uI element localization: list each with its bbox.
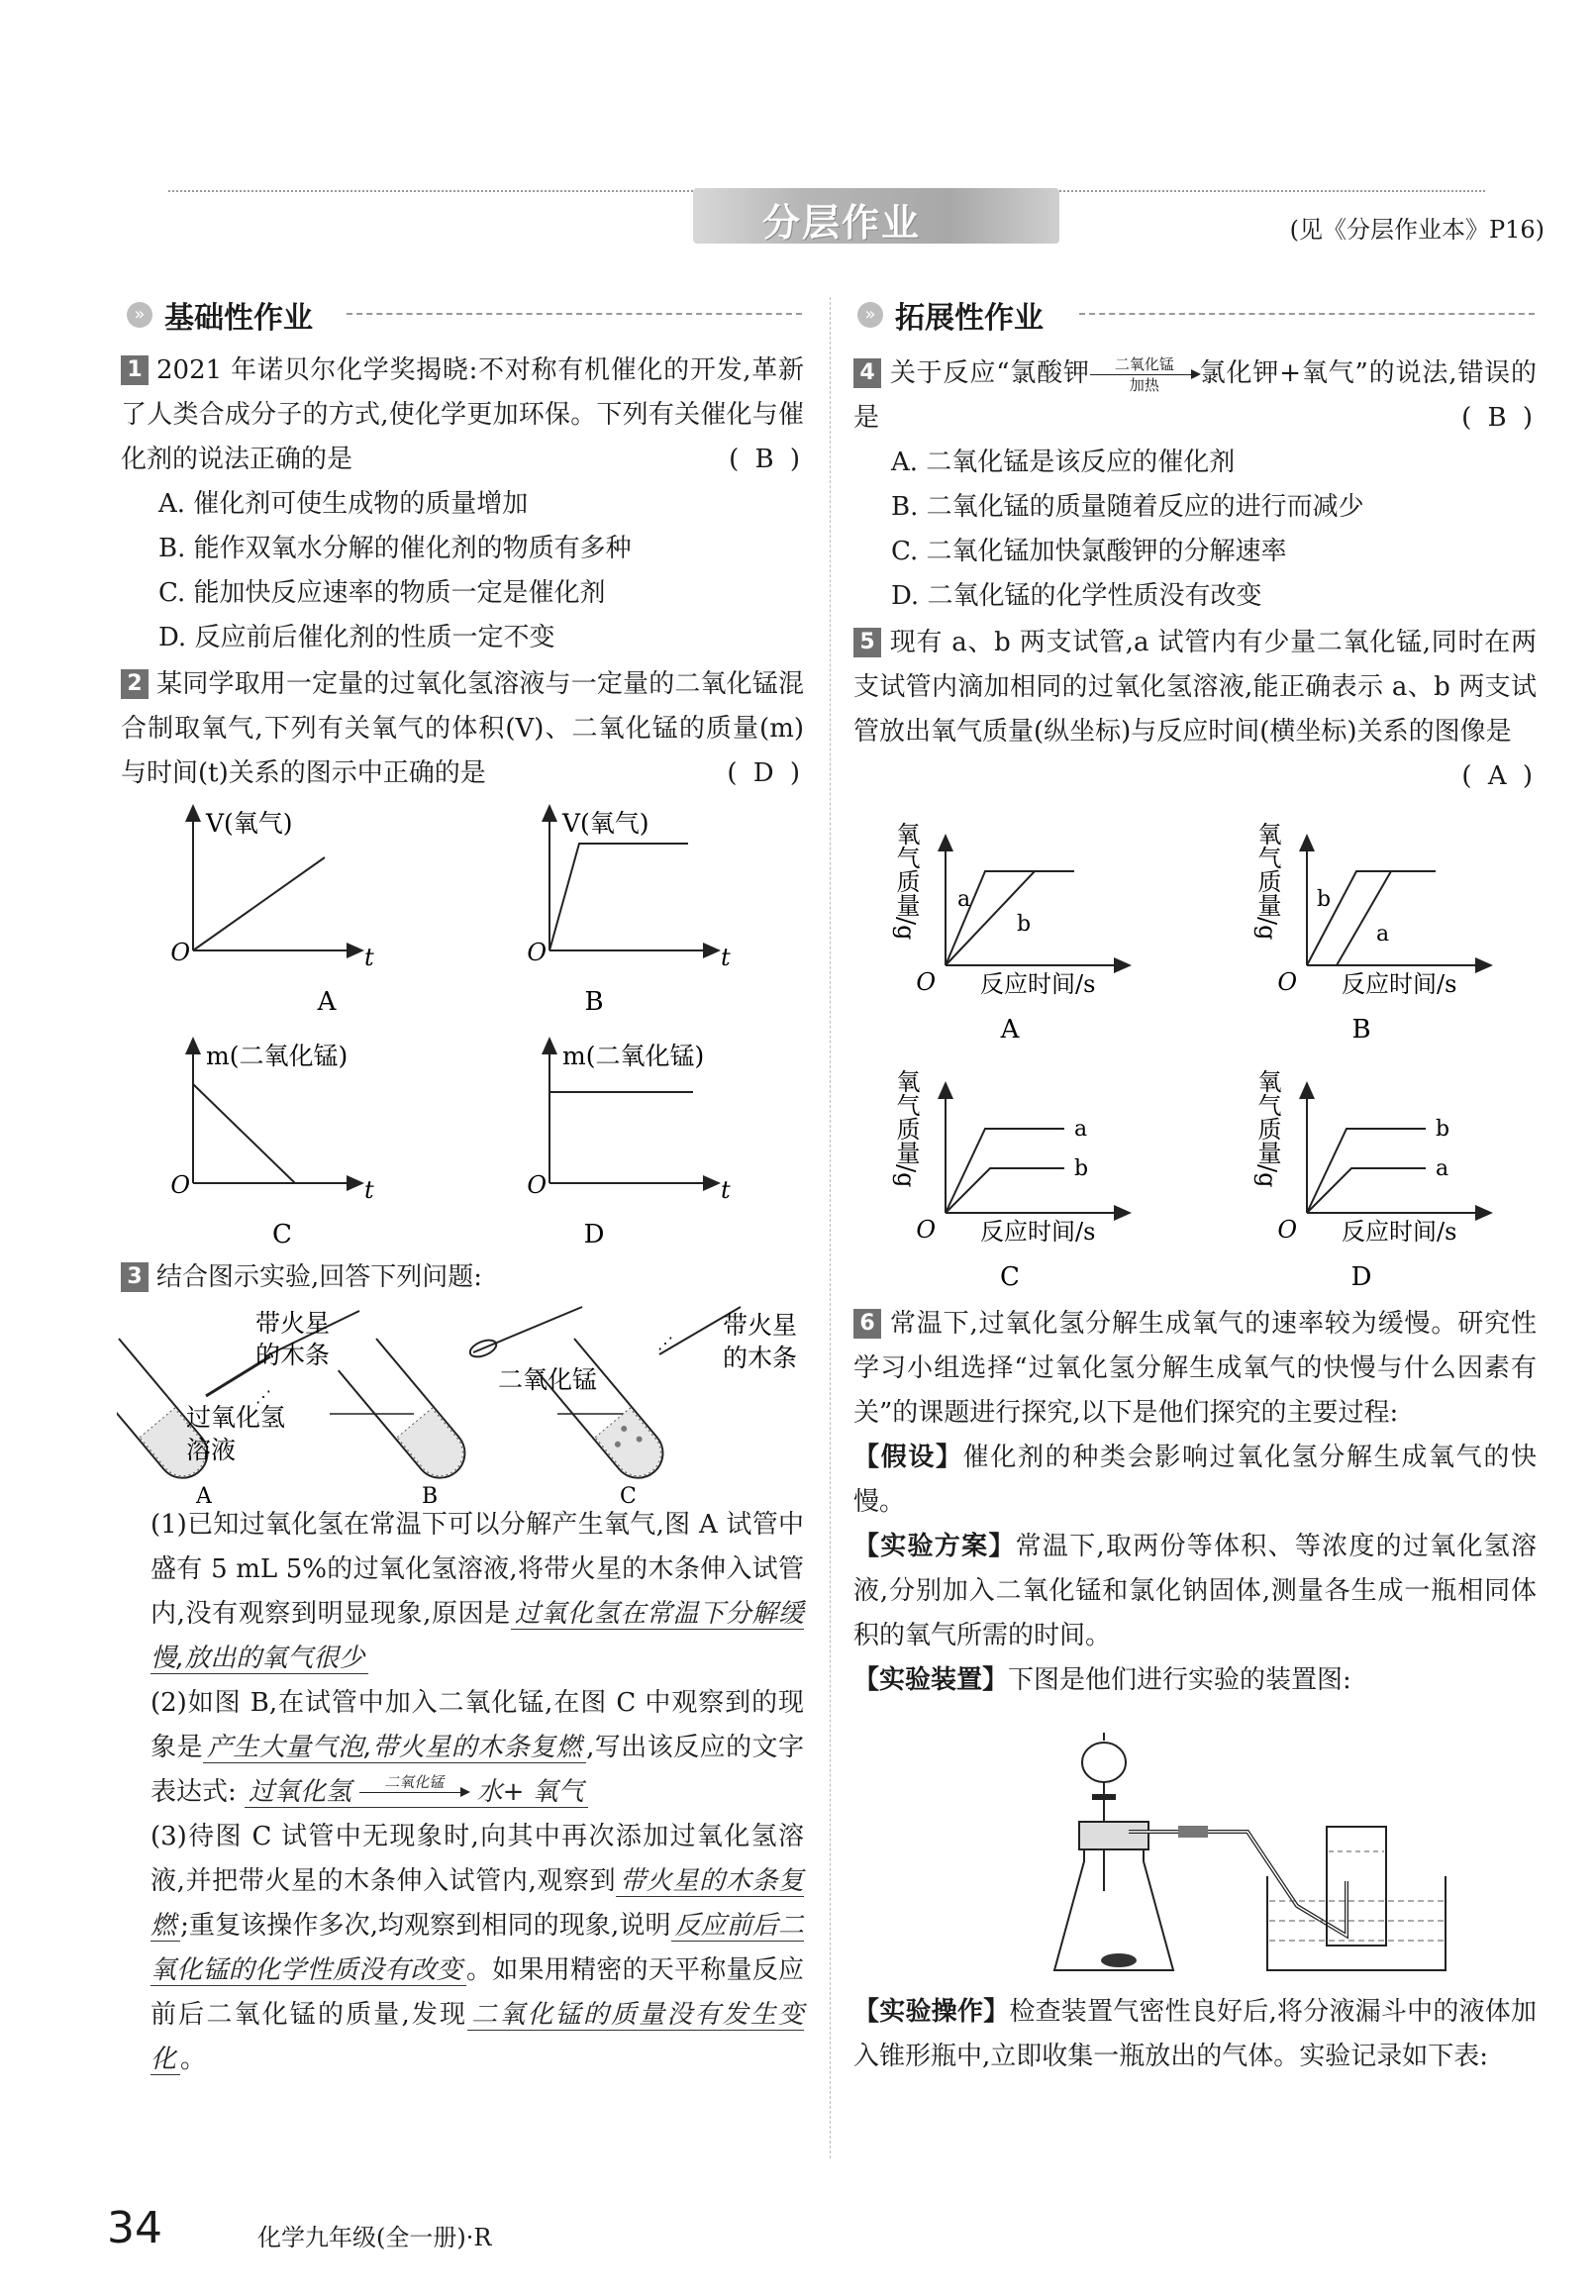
q4-answer: ( B ) [1461,403,1537,433]
q1-option-a: A. 催化剂可使生成物的质量增加 [158,489,529,519]
q3-a-label2: 的木条 [255,1341,331,1369]
q3-sub3-text1: (3)待图 C 试管中无现象时,向其中再次添加过氧化氢溶液,并把带火星的木条伸入试管内,观察到 [150,1822,804,1896]
q3-number: 3 [121,1262,149,1292]
q2-b-xlabel: t [721,944,731,971]
section-basic-heading [127,293,313,337]
q5-b-xlabel: 反应时间/s [1342,970,1457,998]
q2-graph-c [170,1042,374,1249]
q6-device [853,1658,1537,1703]
q6-number: 6 [853,1309,881,1339]
svg-text:⋰: ⋰ [657,1334,673,1352]
q6-plan [853,1525,1537,1658]
tube-c [537,1307,797,1505]
q2-stem-text: 某同学取用一定量的过氧化氢溶液与一定量的二氧化锰混合制取氧气,下列有关氧气的体积(V)、二氧化锰的质量(m)与时间(t)关系的图示中正确的是 [121,669,804,788]
q5-a-curve1: a [957,887,971,912]
q3-sub2-text2: ,写出该反应的文字表达式: [150,1733,804,1807]
q6-hypothesis-tag: 【假设】 [853,1443,963,1472]
q6-operation-tag: 【实验操作】 [853,1997,1010,2027]
q2-graph-d [527,1042,731,1249]
q5-a-label: A [1000,1015,1020,1045]
q3-sub3-end: 。 [180,2045,207,2074]
q5-c-curve1: a [1074,1117,1088,1142]
q3-block [121,1255,804,1300]
q6-device-text: 下图是他们进行实验的装置图: [1008,1665,1351,1695]
q5-graph-a [892,822,1124,1045]
q3-sub3-text3: 。如果用精密的天平称量反应前后二氧化锰的质量,发现 [150,1955,804,2030]
q2-number: 2 [121,669,149,699]
q2-b-origin: O [527,939,547,966]
q5-answer: ( A ) [1461,761,1537,791]
q5-b-origin: O [1277,968,1297,996]
q5-b-curve1: b [1317,887,1332,912]
q2-graphs [149,802,802,1257]
q4-stem-post: 氯化钾+氧气”的说法,错误的是 [853,358,1538,433]
q5-d-ylabel: 氧气质量/g [1253,1069,1281,1188]
q3-a-label4: 溶液 [186,1436,237,1464]
q6-block [853,1302,1537,1703]
q5-a-curve2: b [1017,912,1032,937]
q5-b-ylabel: 氧气质量/g [1253,822,1281,941]
q3-stem-text: 结合图示实验,回答下列问题: [156,1262,483,1292]
q3-stem [121,1255,804,1300]
q3-sub2-ans2-left: 过氧化氢 [249,1777,352,1807]
q2-d-label: D [583,1220,605,1249]
q2-d-ylabel: m(二氧化锰) [562,1042,705,1070]
q3-sub3-answer1: 带火星的木条复燃 [150,1866,804,1941]
q3-sub1-text: (1)已知过氧化氢在常温下可以分解产生氧气,图 A 试管中盛有 5 mL 5%的过氧化氢溶液,将带火星的木条伸入试管内,没有观察到明显现象,原因是 [150,1510,804,1629]
q5-number: 5 [853,628,881,657]
banner-title: 分层作业 [762,201,922,245]
q3-b-label: 二氧化锰 [498,1365,598,1394]
q1-stem [121,349,804,482]
q4-option-b: B. 二氧化锰的质量随着反应的进行而减少 [891,492,1364,522]
column-divider [830,297,831,2158]
q5-d-curve2: a [1436,1156,1449,1181]
q5-c-curve2: b [1074,1156,1089,1181]
q5-a-ylabel: 氧气质量/g [892,822,920,941]
q2-stem [121,662,804,796]
q5-b-curve2: a [1376,922,1390,947]
tube-a [117,1309,359,1505]
section-extended-heading [857,293,1044,337]
q6-device-tag: 【实验装置】 [853,1665,1009,1695]
q5-graph-d [1253,1069,1485,1292]
q3-sub3-answer2: 反应前后二氧化锰的化学性质没有改变 [150,1911,804,1985]
q2-b-ylabel: V(氧气) [562,809,649,838]
q2-c-xlabel: t [364,1176,374,1204]
q3-sub2-arrow-condition: 二氧化锰 [384,1773,445,1791]
q2-answer: ( D ) [727,758,804,788]
q2-c-ylabel: m(二氧化锰) [206,1042,349,1070]
left-column [121,349,804,796]
q2-graph-b [527,809,731,1017]
q4-stem-pre: 关于反应“氯酸钾 [889,358,1090,388]
q6-operation [853,1990,1537,2079]
q3-tube-b-label: B [422,1484,439,1505]
arrow-right-icon [1090,374,1199,375]
q3-tube-a-label: A [196,1484,212,1505]
q4-option-d: D. 二氧化锰的化学性质没有改变 [891,581,1262,611]
q5-stem [853,621,1537,791]
banner-reference: (见《分层作业本》P16) [1289,216,1545,244]
q2-c-label: C [272,1220,292,1249]
q5-d-xlabel: 反应时间/s [1342,1218,1457,1246]
q5-graph-b [1253,822,1485,1045]
q3-sub3-answer3: 二氧化锰的质量没有发生变化 [150,2000,804,2074]
q3-sub2-reaction-arrow [359,1774,468,1811]
q4-number: 4 [853,358,881,388]
q5-c-origin: O [916,1216,936,1244]
q3-tube-c-label: C [620,1484,637,1505]
q2-a-label: A [317,987,337,1017]
section-basic-line [347,313,802,315]
q6-stem [853,1302,1537,1436]
header-line-left [168,190,693,192]
q4-option-c: C. 二氧化锰加快氯酸钾的分解速率 [891,537,1287,566]
q5-a-xlabel: 反应时间/s [980,970,1096,998]
svg-text:⋰: ⋰ [255,1387,271,1406]
q6-operation-block [853,1990,1537,2079]
q6-stem-text: 常温下,过氧化氢分解生成氧气的速率较为缓慢。研究性学习小组选择“过氧化氢分解生成氧气的快慢与什么因素有关”的课题进行探究,以下是他们探究的主要过程: [853,1309,1537,1428]
q2-a-xlabel: t [364,944,374,971]
q3-figure [117,1297,810,1505]
arrow-right-icon [359,1792,468,1793]
q2-graph-a [170,809,374,1017]
q5-d-curve1: b [1436,1117,1450,1142]
section-extended-line [1079,313,1535,315]
q5-d-origin: O [1277,1216,1297,1244]
q1-stem-text: 2021 年诺贝尔化学奖揭晓:不对称有机催化的开发,革新了人类合成分子的方式,使化学更加环保。下列有关催化与催化剂的说法正确的是 [121,355,804,474]
q4-stem [853,351,1537,441]
q6-hypothesis-text: 催化剂的种类会影响过氧化氢分解生成氧气的快慢。 [853,1443,1537,1517]
page-number: 34 [107,2203,162,2253]
q2-a-origin: O [170,939,190,966]
q3-sub3 [121,1815,804,2082]
q4-cond-top: 二氧化锰 [1114,354,1174,373]
q5-stem-text: 现有 a、b 两支试管,a 试管内有少量二氧化锰,同时在两支试管内滴加相同的过氧化氢溶液,能正确表示 a、b 两支试管放出氧气质量(纵坐标)与反应时间(横坐标)关系的图像是 [853,628,1537,747]
q6-hypothesis [853,1436,1537,1525]
section-extended-title: 拓展性作业 [895,301,1044,336]
q4-option-a: A. 二氧化锰是该反应的催化剂 [891,448,1236,477]
q3-sub2-ans2-right: 水+ [476,1777,525,1807]
section-basic-title: 基础性作业 [164,301,313,336]
q3-sub2-answer2 [245,1773,588,1808]
q6-operation-text: 检查装置气密性良好后,将分液漏斗中的液体加入锥形瓶中,立即收集一瓶放出的气体。实验记录如下表: [853,1997,1537,2071]
q4-cond-bottom: 加热 [1129,375,1159,394]
chevron-right-icon: » [127,302,152,328]
q3-sub2-answer1: 产生大量气泡,带火星的木条复燃 [203,1733,586,1763]
q1-number: 1 [121,355,149,385]
q3-a-label3: 过氧化氢 [186,1403,286,1432]
q5-d-label: D [1350,1262,1372,1292]
q2-d-origin: O [527,1171,547,1199]
q1-option-d: D. 反应前后催化剂的性质一定不变 [158,623,555,652]
q5-b-label: B [1351,1015,1371,1045]
q5-graph-c [892,1069,1124,1292]
q3-subquestions [121,1503,804,2082]
book-title: 化学九年级(全一册)·R [257,2224,492,2251]
q5-graphs [886,802,1540,1297]
right-column [853,351,1537,799]
chevron-right-icon: » [857,302,883,328]
q2-c-origin: O [170,1171,190,1199]
q3-c-label2: 的木条 [723,1344,798,1372]
header-line-right [1059,190,1485,192]
q4-reaction-arrow [1090,356,1199,393]
q1-option-c: C. 能加快反应速率的物质一定是催化剂 [158,578,606,608]
q6-plan-text: 常温下,取两份等体积、等浓度的过氧化氢溶液,分别加入二氧化锰和氯化钠固体,测量各生成一瓶相同体积的氧气所需的时间。 [853,1532,1537,1650]
q1-option-b: B. 能作双氧水分解的催化剂的物质有多种 [158,534,632,563]
q5-c-label: C [1000,1262,1020,1292]
q6-plan-tag: 【实验方案】 [853,1532,1016,1561]
q5-c-ylabel: 氧气质量/g [892,1069,920,1188]
q3-sub2 [121,1681,804,1815]
q3-sub3-text2: ;重复该操作多次,均观察到相同的现象,说明 [180,1911,671,1941]
tube-b [339,1307,597,1505]
q2-d-xlabel: t [721,1176,731,1204]
q6-apparatus [1049,1733,1505,1990]
q3-sub2-text1: (2)如图 B,在试管中加入二氧化锰,在图 C 中观察到的现象是 [150,1688,804,1762]
q5-a-origin: O [916,968,936,996]
q3-sub1 [121,1503,804,1681]
q1-answer: ( B ) [729,445,804,474]
q2-a-ylabel: V(氧气) [206,809,293,838]
q3-c-label1: 带火星 [723,1311,798,1340]
q2-b-label: B [584,987,604,1017]
q3-sub1-answer: 过氧化氢在常温下分解缓慢,放出的氧气很少 [150,1599,804,1673]
q3-a-label1: 带火星 [255,1309,331,1338]
q3-sub2-ans2-end: 氧气 [532,1777,584,1807]
q5-c-xlabel: 反应时间/s [980,1218,1096,1246]
